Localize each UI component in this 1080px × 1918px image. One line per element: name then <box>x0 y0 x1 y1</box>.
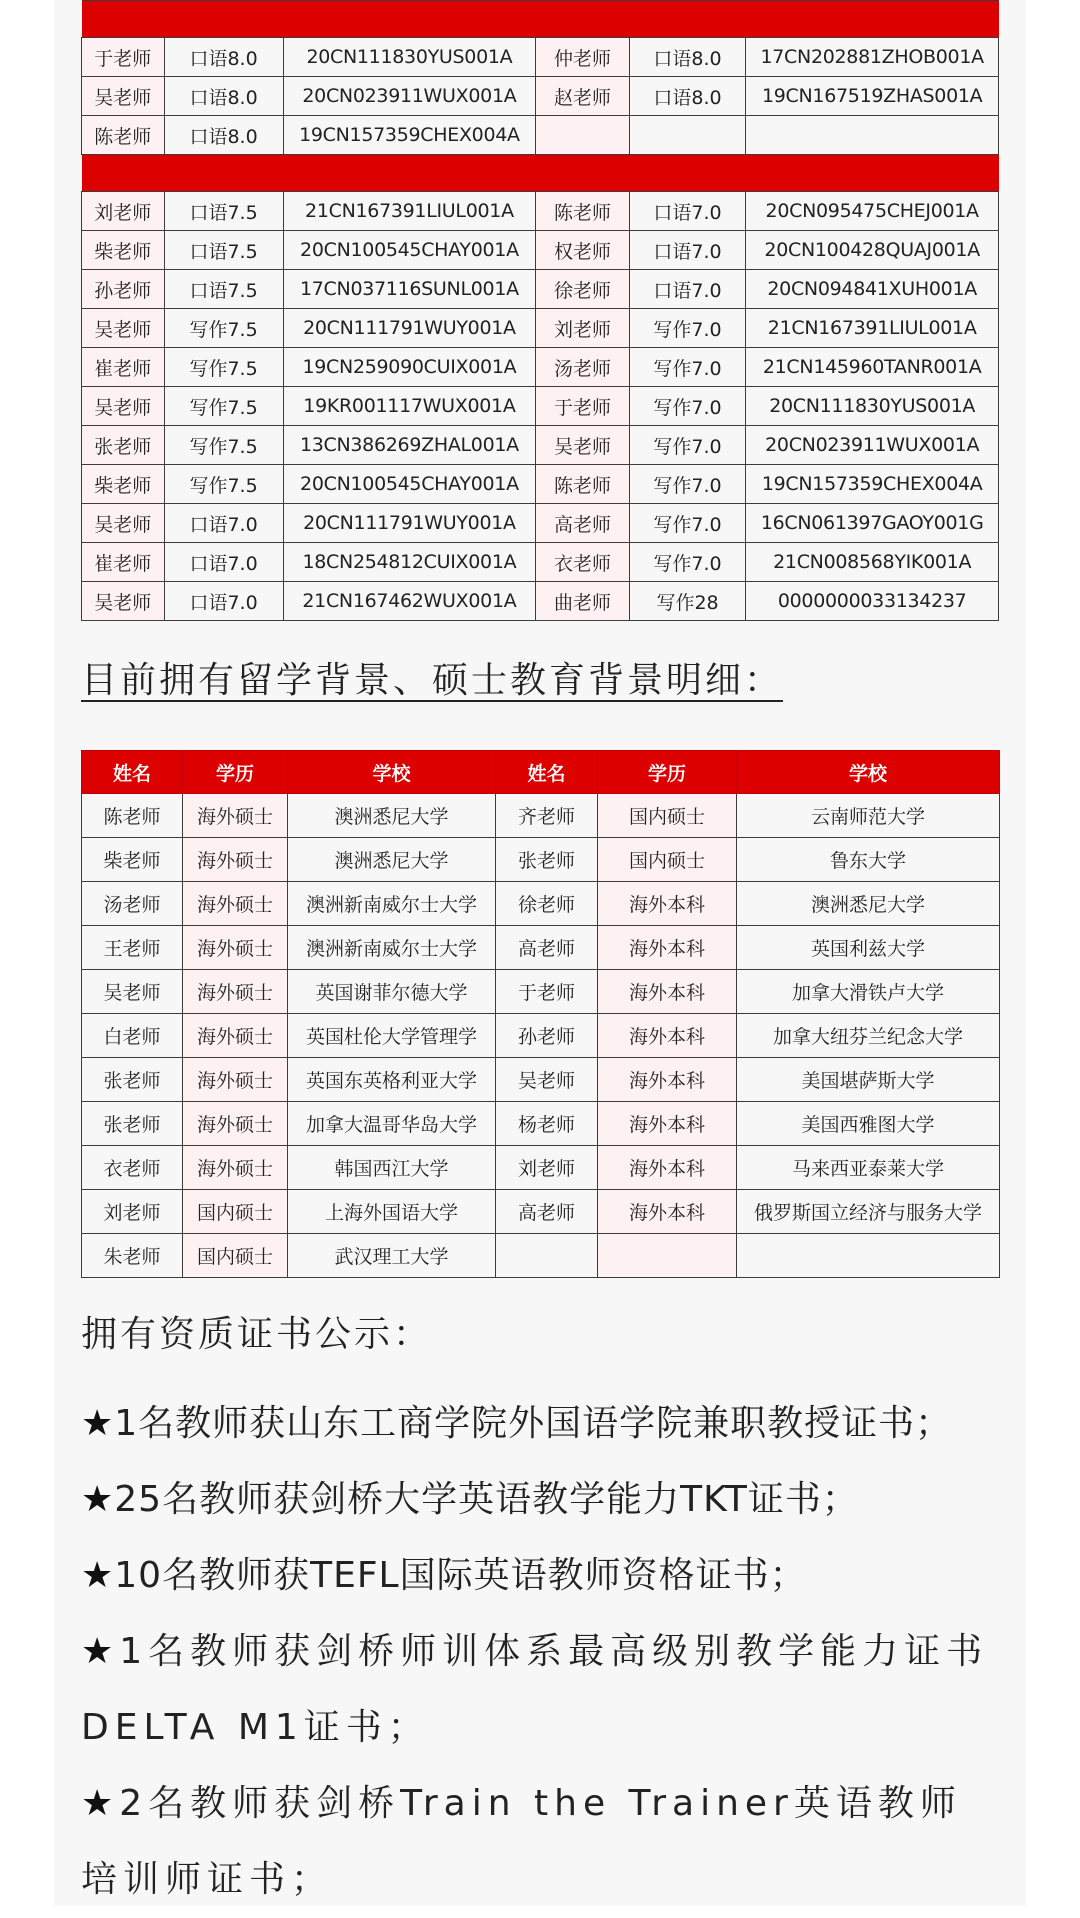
degree: 海外本科 <box>598 926 737 970</box>
certificate-number <box>746 116 999 155</box>
school: 澳洲悉尼大学 <box>288 838 496 882</box>
certificate-number: 19KR001117WUX001A <box>283 387 536 426</box>
teacher-name: 刘老师 <box>82 192 165 231</box>
certificate-number: 21CN008568YIK001A <box>746 543 999 582</box>
school: 英国利兹大学 <box>737 926 1000 970</box>
table-row <box>82 1234 1000 1278</box>
score: 写作7.0 <box>629 387 746 426</box>
table-row <box>82 1102 1000 1146</box>
school: 澳洲新南威尔士大学 <box>288 882 496 926</box>
education-table <box>81 750 1000 1278</box>
school: 澳洲悉尼大学 <box>737 882 1000 926</box>
teacher-name: 高老师 <box>536 504 630 543</box>
degree: 海外硕士 <box>183 838 288 882</box>
column-header-school: 学校 <box>288 751 496 794</box>
certificate-text: 10名教师获TEFL国际英语教师资格证书； <box>114 1555 807 1596</box>
school: 英国杜伦大学管理学 <box>288 1014 496 1058</box>
score: 口语8.0 <box>629 38 746 77</box>
certificate-number: 13CN386269ZHAL001A <box>283 426 536 465</box>
table-row <box>82 1058 1000 1102</box>
score: 口语7.5 <box>164 231 283 270</box>
table-row <box>82 882 1000 926</box>
teacher-name: 陈老师 <box>536 192 630 231</box>
school: 澳洲新南威尔士大学 <box>288 926 496 970</box>
column-header-degree: 学历 <box>183 751 288 794</box>
score-table-body <box>82 1 999 621</box>
degree: 海外本科 <box>598 1190 737 1234</box>
certificate-text: 1名教师获山东工商学院外国语学院兼职教授证书； <box>114 1403 953 1444</box>
degree: 海外本科 <box>598 970 737 1014</box>
teacher-name: 徐老师 <box>536 270 630 309</box>
school: 加拿大温哥华岛大学 <box>288 1102 496 1146</box>
teacher-name: 吴老师 <box>82 970 183 1014</box>
teacher-name: 吴老师 <box>82 504 165 543</box>
table-row <box>82 1014 1000 1058</box>
certificate-text: 2名教师获剑桥Train the Trainer英语教师培训师证书； <box>81 1783 962 1900</box>
score: 口语7.0 <box>629 270 746 309</box>
table-row <box>82 543 999 582</box>
certificate-number: 21CN167391LIUL001A <box>283 192 536 231</box>
score: 口语8.0 <box>629 77 746 116</box>
certificate-number: 21CN167462WUX001A <box>283 582 536 621</box>
table-row <box>82 794 1000 838</box>
teacher-name: 高老师 <box>496 926 598 970</box>
school: 美国西雅图大学 <box>737 1102 1000 1146</box>
school: 加拿大滑铁卢大学 <box>737 970 1000 1014</box>
score: 口语7.0 <box>164 582 283 621</box>
star-icon: ★ <box>81 1631 120 1672</box>
certificate-text: 1名教师获剑桥师训体系最高级别教学能力证书DELTA M1证书； <box>81 1631 989 1748</box>
score: 写作28 <box>629 582 746 621</box>
column-header-degree: 学历 <box>598 751 737 794</box>
certificate-number: 20CN095475CHEJ001A <box>746 192 999 231</box>
header-row <box>82 751 1000 794</box>
certificate-number: 19CN157359CHEX004A <box>746 465 999 504</box>
teacher-name: 陈老师 <box>536 465 630 504</box>
score: 写作7.5 <box>164 348 283 387</box>
teacher-name: 崔老师 <box>82 348 165 387</box>
certificate-number: 20CN111830YUS001A <box>283 38 536 77</box>
teacher-name: 陈老师 <box>82 794 183 838</box>
certificate-number: 20CN023911WUX001A <box>283 77 536 116</box>
teacher-name <box>496 1234 598 1278</box>
certificate-number: 16CN061397GAOY001G <box>746 504 999 543</box>
degree: 海外本科 <box>598 1014 737 1058</box>
star-icon: ★ <box>81 1783 120 1824</box>
teacher-name: 吴老师 <box>536 426 630 465</box>
certificate-number: 20CN111830YUS001A <box>746 387 999 426</box>
teacher-name: 吴老师 <box>496 1058 598 1102</box>
certificate-number: 20CN094841XUH001A <box>746 270 999 309</box>
certificate-number: 21CN145960TANR001A <box>746 348 999 387</box>
degree: 海外硕士 <box>183 1014 288 1058</box>
teacher-name: 崔老师 <box>82 543 165 582</box>
teacher-name: 衣老师 <box>82 1146 183 1190</box>
degree: 国内硕士 <box>598 838 737 882</box>
certificate-number: 20CN023911WUX001A <box>746 426 999 465</box>
teacher-name: 高老师 <box>496 1190 598 1234</box>
score: 口语8.0 <box>164 116 283 155</box>
score: 写作7.5 <box>164 426 283 465</box>
teacher-name: 吴老师 <box>82 309 165 348</box>
score: 写作7.5 <box>164 465 283 504</box>
score-group-header-red <box>82 155 999 192</box>
teacher-name: 齐老师 <box>496 794 598 838</box>
score: 写作7.0 <box>629 309 746 348</box>
table-row <box>82 231 999 270</box>
table-row <box>82 270 999 309</box>
table-row <box>82 1146 1000 1190</box>
score <box>629 116 746 155</box>
teacher-name: 白老师 <box>82 1014 183 1058</box>
school: 上海外国语大学 <box>288 1190 496 1234</box>
certificate-item <box>81 1766 999 1918</box>
score: 写作7.0 <box>629 543 746 582</box>
score-table <box>81 0 999 621</box>
teacher-name: 吴老师 <box>82 77 165 116</box>
score: 口语7.5 <box>164 270 283 309</box>
teacher-name: 柴老师 <box>82 231 165 270</box>
teacher-name: 吴老师 <box>82 387 165 426</box>
column-header-name: 姓名 <box>82 751 183 794</box>
star-icon: ★ <box>81 1479 115 1520</box>
table-row <box>82 426 999 465</box>
score-group-header-red <box>82 1 999 38</box>
school: 武汉理工大学 <box>288 1234 496 1278</box>
score: 写作7.5 <box>164 387 283 426</box>
school: 英国东英格利亚大学 <box>288 1058 496 1102</box>
star-icon: ★ <box>81 1403 115 1444</box>
school: 马来西亚泰莱大学 <box>737 1146 1000 1190</box>
table-row <box>82 116 999 155</box>
teacher-name: 吴老师 <box>82 582 165 621</box>
score: 写作7.0 <box>629 426 746 465</box>
score: 写作7.5 <box>164 309 283 348</box>
teacher-name: 汤老师 <box>82 882 183 926</box>
teacher-name: 朱老师 <box>82 1234 183 1278</box>
teacher-name: 曲老师 <box>536 582 630 621</box>
certificate-number: 20CN111791WUY001A <box>283 504 536 543</box>
score: 写作7.0 <box>629 348 746 387</box>
degree: 国内硕士 <box>598 794 737 838</box>
degree: 海外本科 <box>598 1102 737 1146</box>
certificate-text: 25名教师获剑桥大学英语教学能力TKT证书； <box>114 1479 859 1520</box>
certificate-item <box>81 1538 999 1614</box>
teacher-name: 权老师 <box>536 231 630 270</box>
certificate-number: 17CN202881ZHOB001A <box>746 38 999 77</box>
certificate-number: 19CN167519ZHAS001A <box>746 77 999 116</box>
table-row <box>82 38 999 77</box>
certificate-number: 21CN167391LIUL001A <box>746 309 999 348</box>
school: 英国谢菲尔德大学 <box>288 970 496 1014</box>
certificates-heading: 拥有资质证书公示： <box>81 1314 433 1355</box>
teacher-name: 柴老师 <box>82 465 165 504</box>
teacher-name: 张老师 <box>82 426 165 465</box>
teacher-name: 孙老师 <box>82 270 165 309</box>
teacher-name: 柴老师 <box>82 838 183 882</box>
teacher-name: 张老师 <box>82 1102 183 1146</box>
school <box>737 1234 1000 1278</box>
school: 加拿大纽芬兰纪念大学 <box>737 1014 1000 1058</box>
score: 口语7.0 <box>164 504 283 543</box>
star-icon: ★ <box>81 1555 115 1596</box>
table-row <box>82 387 999 426</box>
score: 口语8.0 <box>164 38 283 77</box>
school: 云南师范大学 <box>737 794 1000 838</box>
certificate-number: 20CN111791WUY001A <box>283 309 536 348</box>
degree: 海外硕士 <box>183 970 288 1014</box>
table-row <box>82 1190 1000 1234</box>
column-header-school: 学校 <box>737 751 1000 794</box>
score: 写作7.0 <box>629 465 746 504</box>
teacher-name: 陈老师 <box>82 116 165 155</box>
certificate-number: 19CN259090CUIX001A <box>283 348 536 387</box>
education-table-body <box>82 794 1000 1278</box>
certificate-number: 20CN100545CHAY001A <box>283 231 536 270</box>
score: 口语7.0 <box>629 192 746 231</box>
degree: 海外硕士 <box>183 1102 288 1146</box>
school: 鲁东大学 <box>737 838 1000 882</box>
teacher-name: 于老师 <box>82 38 165 77</box>
teacher-name: 刘老师 <box>82 1190 183 1234</box>
table-row <box>82 192 999 231</box>
certificates-section <box>81 1310 999 1918</box>
teacher-name: 徐老师 <box>496 882 598 926</box>
table-row <box>82 348 999 387</box>
certificate-item <box>81 1386 999 1462</box>
degree: 国内硕士 <box>183 1234 288 1278</box>
score: 口语7.0 <box>164 543 283 582</box>
table-row <box>82 309 999 348</box>
degree: 海外硕士 <box>183 1146 288 1190</box>
teacher-name: 赵老师 <box>536 77 630 116</box>
table-row <box>82 926 1000 970</box>
score: 口语8.0 <box>164 77 283 116</box>
degree: 海外硕士 <box>183 1058 288 1102</box>
school: 澳洲悉尼大学 <box>288 794 496 838</box>
teacher-name: 衣老师 <box>536 543 630 582</box>
degree: 海外硕士 <box>183 926 288 970</box>
school: 美国堪萨斯大学 <box>737 1058 1000 1102</box>
degree: 国内硕士 <box>183 1190 288 1234</box>
certificate-number: 17CN037116SUNL001A <box>283 270 536 309</box>
left-margin <box>0 0 54 1906</box>
certificate-item <box>81 1462 999 1538</box>
teacher-name: 于老师 <box>496 970 598 1014</box>
certificate-number: 20CN100545CHAY001A <box>283 465 536 504</box>
teacher-name <box>536 116 630 155</box>
degree: 海外硕士 <box>183 882 288 926</box>
certificate-item <box>81 1614 999 1766</box>
teacher-name: 于老师 <box>536 387 630 426</box>
teacher-name: 刘老师 <box>536 309 630 348</box>
degree <box>598 1234 737 1278</box>
school: 俄罗斯国立经济与服务大学 <box>737 1190 1000 1234</box>
certificate-number: 20CN100428QUAJ001A <box>746 231 999 270</box>
score: 口语7.5 <box>164 192 283 231</box>
teacher-name: 张老师 <box>496 838 598 882</box>
degree: 海外硕士 <box>183 794 288 838</box>
article-page <box>54 0 1026 1906</box>
certificate-number: 0000000033134237 <box>746 582 999 621</box>
table-row <box>82 970 1000 1014</box>
teacher-name: 仲老师 <box>536 38 630 77</box>
teacher-name: 汤老师 <box>536 348 630 387</box>
degree: 海外本科 <box>598 1146 737 1190</box>
school: 韩国西江大学 <box>288 1146 496 1190</box>
certificate-number: 18CN254812CUIX001A <box>283 543 536 582</box>
table-row <box>82 582 999 621</box>
column-header-name: 姓名 <box>496 751 598 794</box>
teacher-name: 杨老师 <box>496 1102 598 1146</box>
degree: 海外本科 <box>598 882 737 926</box>
score: 口语7.0 <box>629 231 746 270</box>
education-table-header <box>82 751 1000 794</box>
degree: 海外本科 <box>598 1058 737 1102</box>
teacher-name: 刘老师 <box>496 1146 598 1190</box>
table-row <box>82 465 999 504</box>
table-row <box>82 504 999 543</box>
table-row <box>82 838 1000 882</box>
certificate-number: 19CN157359CHEX004A <box>283 116 536 155</box>
table-row <box>82 77 999 116</box>
teacher-name: 孙老师 <box>496 1014 598 1058</box>
teacher-name: 张老师 <box>82 1058 183 1102</box>
education-section-title: 目前拥有留学背景、硕士教育背景明细： <box>81 660 784 701</box>
teacher-name: 王老师 <box>82 926 183 970</box>
score: 写作7.0 <box>629 504 746 543</box>
